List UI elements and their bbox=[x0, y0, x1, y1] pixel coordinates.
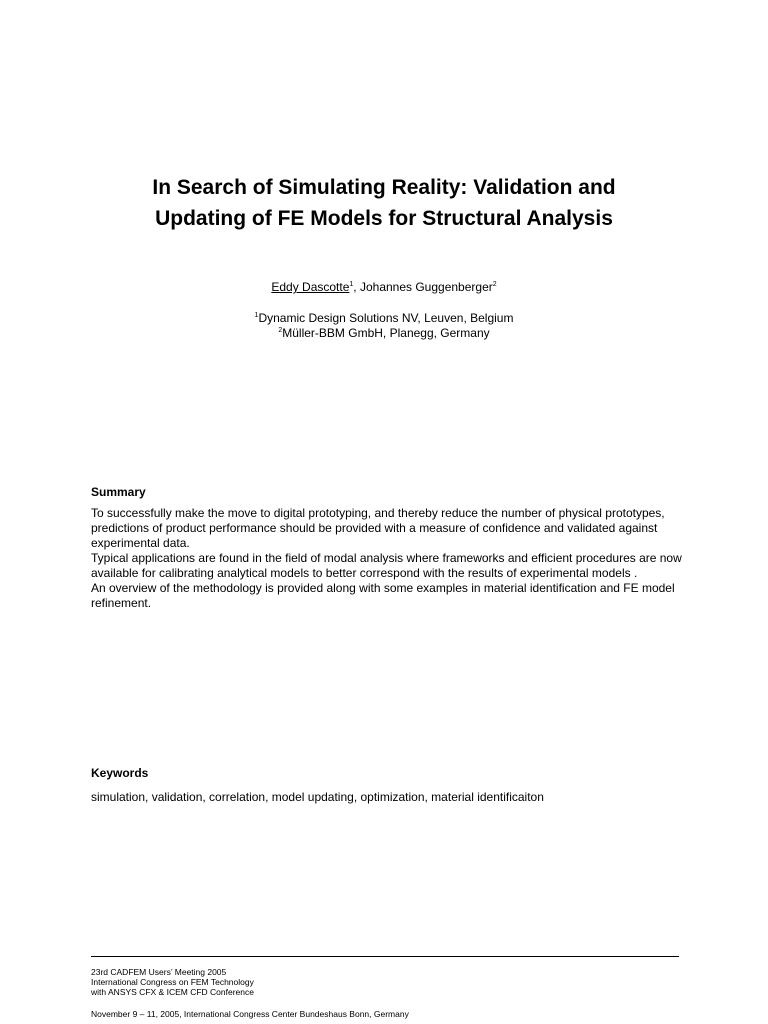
title-line-1: In Search of Simulating Reality: Validation and bbox=[152, 176, 616, 199]
affiliation-1-text: Dynamic Design Solutions NV, Leuven, Belgium bbox=[258, 311, 514, 325]
footer-conference-info bbox=[91, 967, 254, 997]
affiliation-2-text: Müller-BBM GmbH, Planegg, Germany bbox=[282, 326, 490, 340]
summary-body bbox=[91, 506, 691, 611]
affiliations bbox=[0, 311, 768, 341]
footer-divider bbox=[91, 956, 679, 957]
paper-title bbox=[0, 172, 768, 234]
author-1-superscript: 1 bbox=[349, 281, 354, 288]
footer-line-3: with ANSYS CFX & ICEM CFD Conference bbox=[91, 987, 254, 997]
summary-paragraph-1: To successfully make the move to digital prototyping, and thereby reduce the number of physical prototypes, predictions of product performance should be provided with a measure of confidence and validated against experimental data. bbox=[91, 506, 665, 550]
author-2: Johannes Guggenberger bbox=[359, 280, 493, 294]
affiliation-1 bbox=[0, 311, 768, 326]
author-separator: , bbox=[353, 280, 360, 294]
summary-paragraph-2: Typical applications are found in the field of modal analysis where frameworks and efficient procedures are now available for calibrating analytical models to better correspond with the results of experimental models . bbox=[91, 551, 682, 580]
author-2-superscript: 2 bbox=[492, 281, 497, 288]
summary-heading: Summary bbox=[91, 485, 146, 499]
keywords-text: simulation, validation, correlation, model updating, optimization, material identificaiton bbox=[91, 790, 544, 804]
summary-paragraph-3: An overview of the methodology is provided along with some examples in material identification and FE model refinement. bbox=[91, 581, 675, 610]
author-list bbox=[0, 280, 768, 295]
footer-line-2: International Congress on FEM Technology bbox=[91, 977, 254, 987]
title-line-2: Updating of FE Models for Structural Analysis bbox=[155, 207, 613, 230]
affiliation-2 bbox=[0, 326, 768, 341]
footer-date-location: November 9 – 11, 2005, International Congress Center Bundeshaus Bonn, Germany bbox=[91, 1009, 409, 1019]
footer-line-1: 23rd CADFEM Users’ Meeting 2005 bbox=[91, 967, 227, 977]
author-1: Eddy Dascotte bbox=[271, 280, 350, 294]
keywords-heading: Keywords bbox=[91, 766, 149, 780]
affiliation-1-superscript: 1 bbox=[254, 312, 259, 319]
affiliation-2-superscript: 2 bbox=[278, 327, 283, 334]
